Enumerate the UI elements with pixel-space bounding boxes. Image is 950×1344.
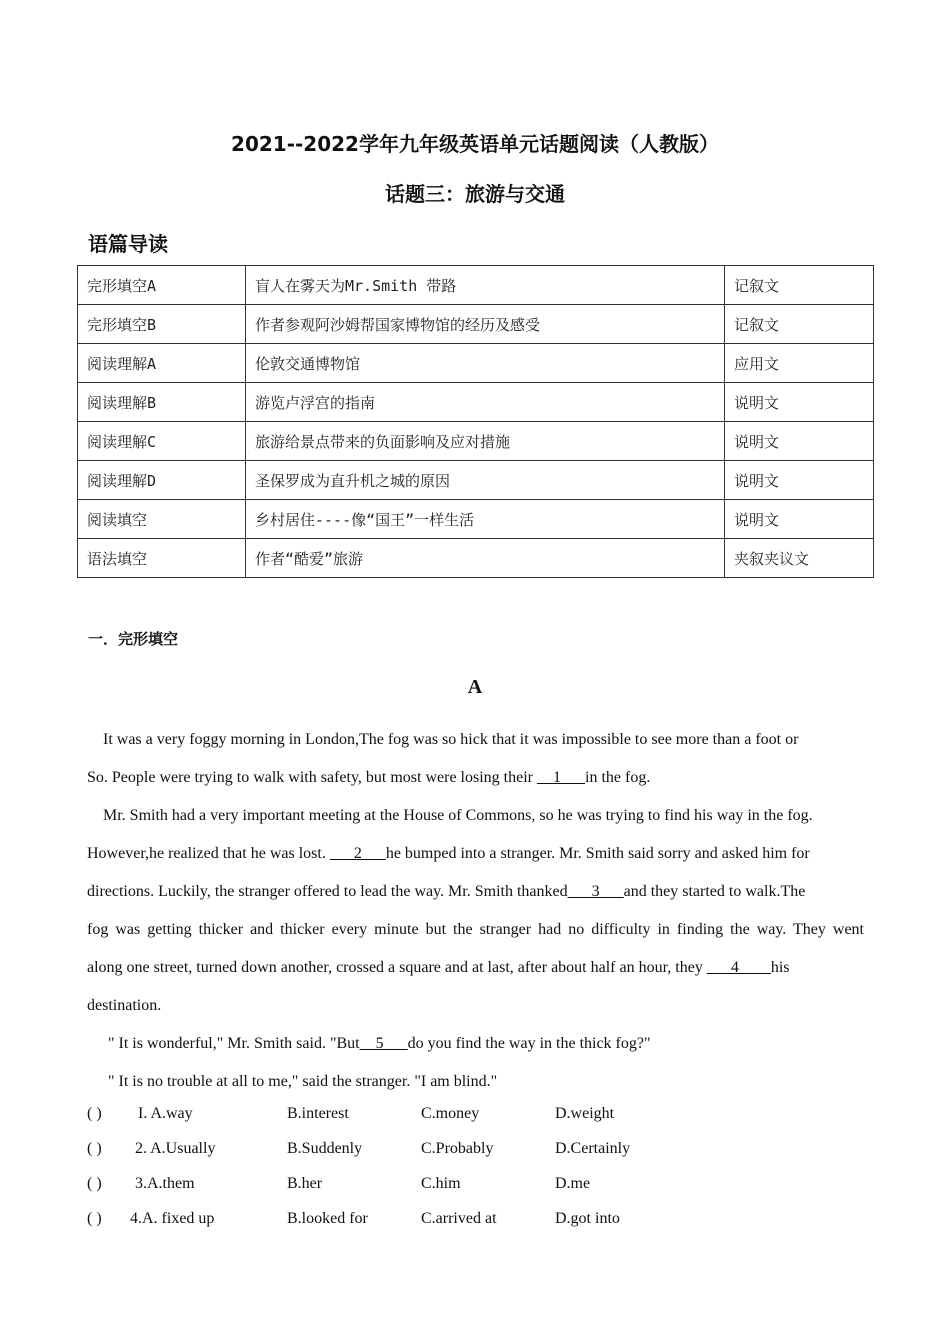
dialogue-line: " It is wonderful," Mr. Smith said. "But__5___do you find the way in the thick fog?" (108, 1035, 651, 1052)
table-row (78, 344, 874, 383)
table-row (78, 422, 874, 461)
table-cell-genre: 说明文 (725, 500, 874, 539)
table-cell-genre: 夹叙夹议文 (725, 539, 874, 578)
option-b[interactable]: B.Suddenly (287, 1140, 363, 1157)
answer-paren[interactable]: ( ) (87, 1140, 102, 1157)
option-a[interactable]: I. A.way (138, 1105, 193, 1122)
blank-5[interactable]: __5___ (359, 1035, 408, 1052)
answer-paren[interactable]: ( ) (87, 1175, 102, 1192)
option-c[interactable]: C.Probably (421, 1140, 494, 1157)
option-d[interactable]: D.got into (555, 1210, 620, 1227)
option-d[interactable]: D.weight (555, 1105, 615, 1122)
table-cell-type: 阅读理解C (78, 422, 246, 461)
blank-3[interactable]: ___3___ (567, 883, 624, 900)
table-cell-topic: 乡村居住----像“国王”一样生活 (246, 500, 725, 539)
answer-paren[interactable]: ( ) (87, 1210, 102, 1227)
table-cell-genre: 说明文 (725, 383, 874, 422)
table-row (78, 500, 874, 539)
option-a[interactable]: 3.A.them (135, 1175, 195, 1192)
table-cell-type: 完形填空B (78, 305, 246, 344)
table-cell-topic: 伦敦交通博物馆 (246, 344, 725, 383)
passage-line: However,he realized that he was lost. ___2___he bumped into a stranger. Mr. Smith said sorry and asked him for (87, 845, 810, 862)
table-cell-genre: 记叙文 (725, 305, 874, 344)
option-b[interactable]: B.interest (287, 1105, 349, 1122)
option-d[interactable]: D.me (555, 1175, 591, 1192)
document-subtitle: 话题三：旅游与交通 (385, 182, 565, 206)
passage-line: So. People were trying to walk with safety, but most were losing their __1___in the fog. (87, 769, 651, 786)
table-cell-genre: 记叙文 (725, 266, 874, 305)
passage-line: fog was getting thicker and thicker every minute but the stranger had no difficulty in finding the way. They went (87, 921, 864, 938)
table-cell-topic: 旅游给景点带来的负面影响及应对措施 (246, 422, 725, 461)
section-heading: 一．完形填空 (88, 630, 179, 648)
option-a[interactable]: 4.A. fixed up (130, 1210, 215, 1227)
table-cell-genre: 说明文 (725, 461, 874, 500)
table-row (78, 266, 874, 305)
option-b[interactable]: B.her (287, 1175, 323, 1192)
option-d[interactable]: D.Certainly (555, 1140, 631, 1157)
guide-table (77, 265, 874, 578)
option-a[interactable]: 2. A.Usually (135, 1140, 216, 1157)
passage-line: It was a very foggy morning in London,The fog was so hick that it was impossible to see more than a foot or (103, 731, 799, 748)
table-cell-type: 阅读理解D (78, 461, 246, 500)
table-cell-topic: 作者参观阿沙姆帮国家博物馆的经历及感受 (246, 305, 725, 344)
dialogue-line: " It is no trouble at all to me," said the stranger. "I am blind." (108, 1073, 498, 1090)
blank-2[interactable]: ___2___ (329, 845, 386, 862)
passage-line: along one street, turned down another, crossed a square and at last, after about half an hour, they ___4____his (87, 959, 790, 976)
passage-line: destination. (87, 997, 162, 1014)
table-cell-genre: 应用文 (725, 344, 874, 383)
table-cell-genre: 说明文 (725, 422, 874, 461)
table-row (78, 539, 874, 578)
passage-line: directions. Luckily, the stranger offered to lead the way. Mr. Smith thanked___3___and they started to walk.The (87, 883, 806, 900)
passage-line: Mr. Smith had a very important meeting at the House of Commons, so he was trying to find his way in the fog. (103, 807, 813, 824)
guide-heading: 语篇导读 (88, 232, 168, 256)
table-cell-type: 阅读理解B (78, 383, 246, 422)
table-cell-topic: 作者“酷爱”旅游 (246, 539, 725, 578)
table-cell-type: 完形填空A (78, 266, 246, 305)
table-cell-type: 语法填空 (78, 539, 246, 578)
document-title: 2021--2022学年九年级英语单元话题阅读（人教版） (231, 132, 719, 156)
table-row (78, 383, 874, 422)
option-c[interactable]: C.money (421, 1105, 480, 1122)
table-cell-topic: 盲人在雾天为Mr.Smith 带路 (246, 266, 725, 305)
passage-label: A (467, 676, 483, 698)
option-c[interactable]: C.him (421, 1175, 461, 1192)
table-cell-topic: 游览卢浮宫的指南 (246, 383, 725, 422)
table-cell-type: 阅读填空 (78, 500, 246, 539)
answer-paren[interactable]: ( ) (87, 1105, 102, 1122)
table-cell-topic: 圣保罗成为直升机之城的原因 (246, 461, 725, 500)
table-row (78, 461, 874, 500)
option-c[interactable]: C.arrived at (421, 1210, 497, 1227)
table-cell-type: 阅读理解A (78, 344, 246, 383)
option-b[interactable]: B.looked for (287, 1210, 368, 1227)
blank-4[interactable]: ___4____ (706, 959, 771, 976)
table-row (78, 305, 874, 344)
blank-1[interactable]: __1___ (537, 769, 585, 786)
